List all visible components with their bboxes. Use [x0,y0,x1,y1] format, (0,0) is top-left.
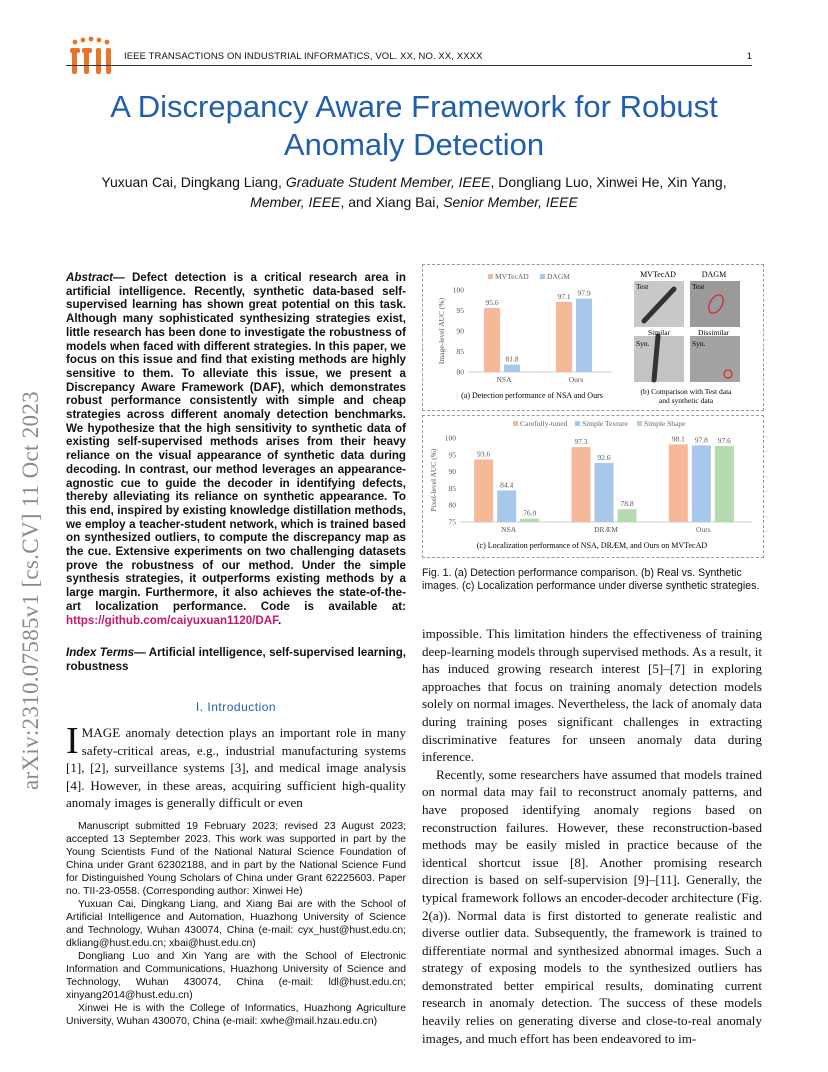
paragraph: impossible. This limitation hinders the effectiveness of training deep-learning models through supervised methods. As a result, it has induced growing research interest [5]–[7] in exploring approaches that focus on training anomaly detection models solely on normal images. Nevertheless, the lack of anomaly data during training poses significant challenges in extracting discriminative features for unseen anomaly data during inference. [422,626,762,765]
data-label: 97.9 [577,288,591,298]
x-tick-label: Ours [696,525,711,534]
bar [572,447,591,522]
svg-text:Test: Test [692,282,705,291]
bar [595,463,614,522]
code-link[interactable]: https://github.com/caiyuxuan1120/DAF [66,613,278,627]
legend-label: Simple Texture [582,419,628,428]
arxiv-stamp: arXiv:2310.07585v1 [cs.CV] 11 Oct 2023 [18,391,43,790]
figure-1 [422,264,762,556]
index-terms: Index Terms— Artificial intelligence, self-supervised learning, robustness [66,646,407,673]
y-tick-label: 75 [448,517,456,527]
legend-swatch [540,274,545,279]
data-label: 97.8 [694,435,708,445]
y-tick-label: 90 [456,326,464,336]
data-label: 78.8 [620,499,634,509]
svg-text:MVTecAD: MVTecAD [640,270,676,279]
bar [520,519,539,522]
legend-label: DAGM [547,272,570,281]
y-axis-label: Pixel-level AUC (%) [429,448,438,512]
legend-swatch [637,421,642,426]
data-label: 97.1 [557,291,571,301]
svg-text:Dissimilar: Dissimilar [698,328,730,337]
svg-text:Syn.: Syn. [692,339,706,348]
data-label: 81.8 [505,354,519,364]
svg-text:Test: Test [636,282,649,291]
y-tick-label: 85 [448,483,456,493]
panel-a-caption: (a) Detection performance of NSA and Ours [461,391,603,400]
bar [692,445,711,522]
y-axis-label: Image-level AUC (%) [437,297,446,365]
abstract: Abstract— Defect detection is a critical research area in artificial intelligence. Recently, synthetic data-based self-supervised learning has shown great potential on this task. Although many sophisticated synthesizing strategies exist, little research has been done to investigate the robustness of models when faced with different strategies. In this paper, we focus on this issue and find that existing methods are highly sensitive to them. To alleviate this issue, we present a Discrepancy Aware Framework (DAF), which demonstrates robust performance consistently with simple and cheap strategies across different anomaly detection benchmarks. We hypothesize that the high sensitivity to synthetic data of existing self-supervised methods arises from their heavy reliance on the visual appearance of synthetic data during decoding. In contrast, our method leverages an appearance-agnostic cue to guide the decoder in identifying defects, thereby alleviating its reliance on synthetic appearance. To this end, inspired by existing knowledge distillation methods, we employ a teacher-student network, which is trained based on synthesized outliers, to compute the discrepancy map as the cue. Extensive experiments on two challenging datasets prove the robustness of our method. Under the simple synthesis strategies, it outperforms existing methods by a large margin. Furthermore, it also achieves the state-of-the-art localization performance. Code is available at: https://github.com/caiyuxuan1120/DAF. [66,271,406,627]
data-label: 92.6 [597,452,611,462]
bar [484,308,500,372]
legend-swatch [575,421,580,426]
section-heading: I. Introduction [195,700,277,714]
svg-text:(b) Comparison with Test data: (b) Comparison with Test data [640,387,732,396]
bar [497,490,516,522]
figure-caption: Fig. 1. (a) Detection performance comparison. (b) Real vs. Synthetic images. (c) Localization performance under diverse synthetic strategies. [422,567,760,592]
legend-swatch [488,274,493,279]
journal-header: IEEE TRANSACTIONS ON INDUSTRIAL INFORMATICS, VOL. XX, NO. XX, XXXX [124,51,483,62]
y-tick-label: 100 [452,285,464,295]
svg-text:Similar: Similar [648,328,671,337]
bar [474,460,493,522]
right-column-body [422,625,762,1047]
y-tick-label: 85 [456,347,464,356]
figure-graphics [422,264,762,556]
data-label: 84.4 [500,480,514,490]
data-label: 76.0 [523,508,537,518]
paper-title: A Discrepancy Aware Framework for Robust Anomaly Detection [110,89,718,162]
bar [618,509,637,522]
intro-paragraph: IMAGE anomaly detection plays an important role in many safety-critical areas, e.g., industrial manufacturing systems [1], [2], surveillance systems [3], and medical image analysis [4]. However, in these areas, acquiring sufficient high-quality anomaly images is generally difficult or even [66,720,406,811]
footnotes: Manuscript submitted 19 February 2023; revised 23 August 2023; accepted 13 September 2023. This work was supported in part by the Young Scientists Fund of the National Natural Science Foundation of China under Grant 62302188, and in part by the National Science Fund for Distinguished Young Scholars of China under Grant 62225603. Paper no. TII-23-0558. (Corresponding author: Xinwei He) Yuxuan Cai, Dingkang Liang, and Xiang Bai are with the School of Artificial Intelligence and Automation, Huazhong University of Science and Technology, Wuhan 430074, China (e-mail: cyx_hust@hust.edu.cn; dkliang@hust.edu.cn; xbai@hust.edu.cn) Dongliang Luo and Xin Yang are with the School of Electronic Information and Communications, Huazhong University of Science and Technology, Wuhan 430074, China (e-mail: ldl@hust.edu.cn; xinyang2014@hust.edu.cn) Xinwei He is with the College of Informatics, Huazhong Agriculture University, Wuhan 430070, China (e-mail: xwhe@mail.hzau.edu.cn) [66,821,406,1027]
y-tick-label: 95 [456,306,464,315]
y-tick-label: 90 [448,467,456,477]
page-number: 1 [746,51,752,62]
legend-label: Simple Shape [644,419,686,428]
data-label: 93.6 [477,449,491,459]
x-tick-label: DRÆM [594,525,618,534]
detection-chart [437,272,612,384]
x-tick-label: NSA [501,525,517,534]
svg-text:DAGM: DAGM [701,270,727,279]
drop-cap: I [66,720,79,762]
paragraph: Recently, some researchers have assumed that models trained on normal data may fail to reconstruct anomaly patterns, and have proposed identifying anomaly regions based on reconstruction failures. However, these reconstruction-based methods may be easily misled in practice because of the identical shortcut issue [8]. Another promising research direction is based on self-supervision [9]–[11]. Generally, the typical framework follows an encoder-decoder architecture (Fig. 2(a)). Normal data is first distorted to generate realistic and diverse outlier data. Subsequently, the framework is trained to differentiate normal and synthesized abnormal images. Such a strategy of exposing models to the synthesized outliers has demonstrated better empirical results, dominating current research in anomaly detection. The success of these models heavily relies on generating diverse and close-to-real anomaly images, and much effort has been endeavored to im- [422,766,762,1046]
bar [576,299,592,372]
bar [504,365,520,372]
legend-label: MVTecAD [495,272,529,281]
y-tick-label: 80 [456,367,464,377]
data-label: 95.6 [485,298,499,308]
legend-swatch [513,421,518,426]
tii-logo [66,36,116,76]
x-tick-label: NSA [496,375,512,384]
legend-label: Carefully-tuned [520,419,568,428]
y-tick-label: 95 [448,450,456,460]
bar [556,302,572,372]
x-tick-label: Ours [568,375,584,384]
data-label: 97.6 [717,436,731,446]
localization-chart [429,419,752,534]
panel-b-images [634,270,740,405]
svg-text:and synthetic data: and synthetic data [658,396,714,405]
y-tick-label: 80 [448,500,456,510]
y-tick-label: 100 [444,433,456,443]
bar [669,444,688,522]
bar [715,446,734,522]
header-rule [66,65,752,66]
panel-c-caption: (c) Localization performance of NSA, DRÆM, and Ours on MVTecAD [476,541,708,550]
data-label: 98.1 [671,434,685,444]
svg-text:Syn.: Syn. [636,339,650,348]
author-list: Yuxuan Cai, Dingkang Liang, Graduate Student Member, IEEE, Dongliang Luo, Xinwei He, Xin Yang, Member, IEEE, and Xiang Bai, Senior Member, IEEE [101,174,727,210]
data-label: 97.3 [574,437,588,447]
